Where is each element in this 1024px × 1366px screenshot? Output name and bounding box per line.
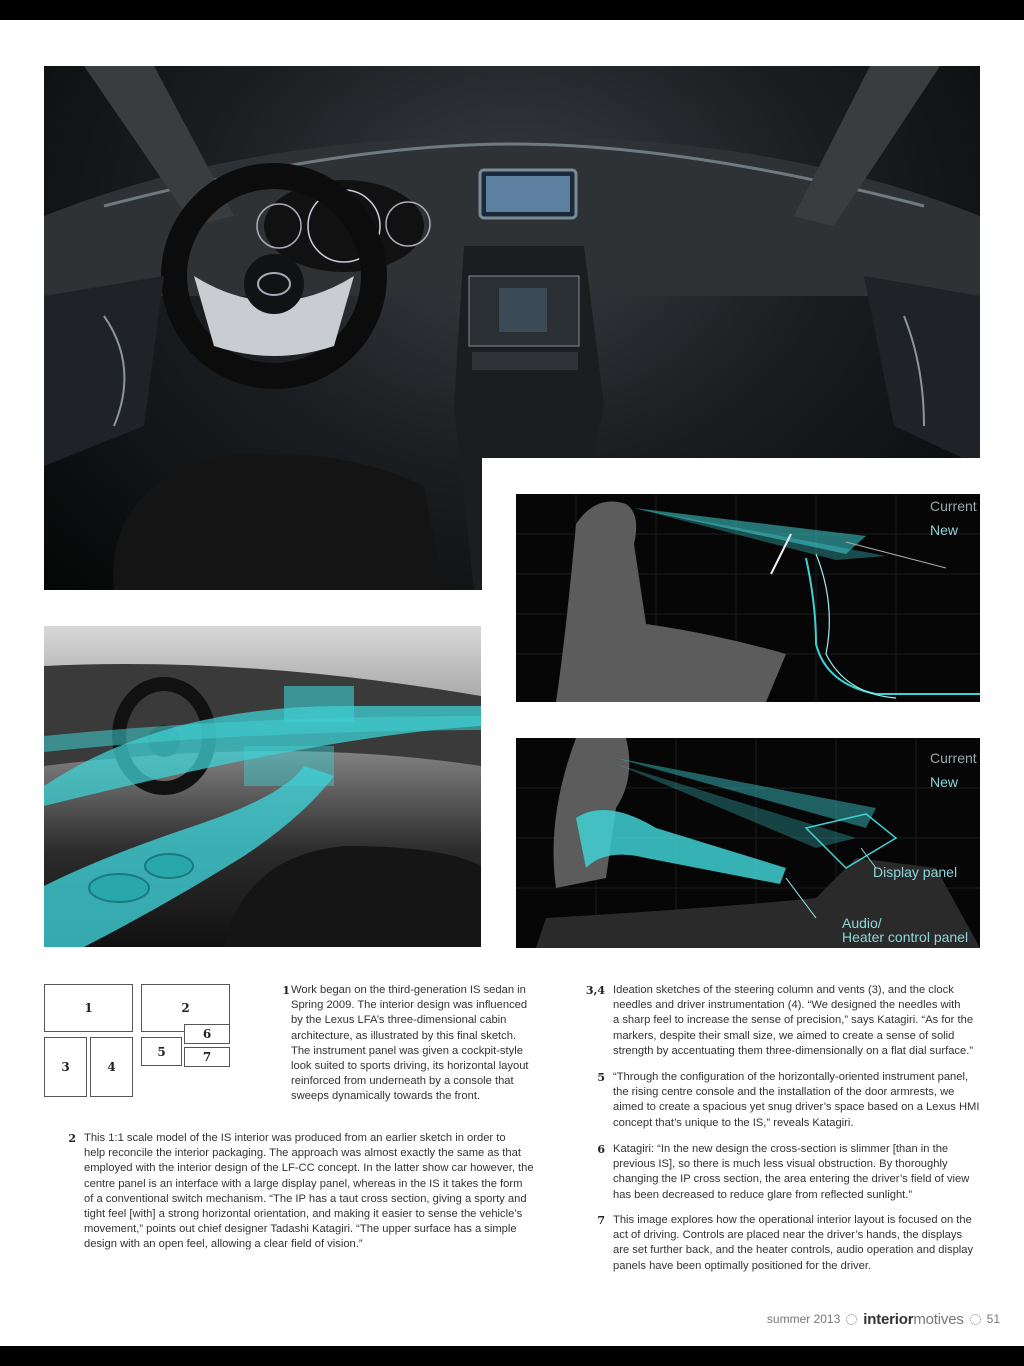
caption-line: This 1:1 scale model of the IS interior was produced from an earlier sketch in order to [84, 1132, 506, 1144]
caption-line: markers, despite their small size, we aimed to create a sense of solid [613, 1029, 955, 1042]
caption-line: concept that’s unique to the IS,” reveals Katagiri. [613, 1116, 854, 1129]
caption-7 [581, 1213, 991, 1277]
caption-3-4 [581, 983, 991, 1063]
caption-line: help reconcile the interior packaging. The approach was almost exactly the same as that [84, 1147, 521, 1160]
caption-6 [581, 1142, 991, 1206]
caption-3-4-text [613, 983, 991, 1059]
legend-box-4: 4 [90, 1037, 133, 1097]
caption-line: of a conventional switch mechanism. “The IP has a taut cross section, giving a sporty and [84, 1192, 527, 1205]
legend-box-6: 6 [184, 1024, 230, 1044]
caption-line: centre panel is an interface with a large display panel, whereas in the IS it takes the form [84, 1177, 523, 1190]
legend-box-7: 7 [184, 1047, 230, 1067]
caption-5 [581, 1070, 991, 1134]
legend-box-3: 3 [44, 1037, 87, 1097]
caption-5-text [613, 1070, 991, 1131]
diagram-sightline [516, 494, 980, 702]
caption-line: The instrument panel was given a cockpit-style [291, 1044, 523, 1057]
sketch-interior-cyan [44, 626, 481, 947]
caption-line: strength by accentuating them three-dimensionally on a flat dial surface.” [613, 1044, 974, 1057]
footer-brand-bold: interior [863, 1310, 914, 1328]
caption-line: changing the IP cross section, the area entering the driver’s field of view [613, 1173, 970, 1186]
dotted-circle-icon [846, 1314, 857, 1325]
label-current: Current [930, 498, 977, 514]
caption-2-text [84, 1131, 546, 1253]
label-current: Current [930, 750, 977, 766]
caption-line: panels have been optimally positioned for the driver. [613, 1259, 872, 1272]
caption-2 [58, 1131, 548, 1256]
footer-brand-light: motives [913, 1310, 964, 1328]
caption-line: the rising centre console and the installation of the door armrests, we [613, 1086, 955, 1099]
label-display-panel: Display panel [873, 864, 958, 880]
caption-3-4-number: 3,4 [585, 984, 605, 997]
diagram-ergonomics [516, 738, 980, 948]
caption-line: architecture, as illustrated by this final sketch. [291, 1029, 517, 1042]
caption-1 [266, 983, 546, 1108]
caption-line: reinforced from underneath by a console that [291, 1075, 514, 1088]
caption-line: This image explores how the operational interior layout is focused on the [613, 1214, 972, 1226]
caption-1-number: 1 [282, 984, 290, 997]
caption-line: employed with the interior design of the LF-CC concept. In the latter show car however, the [84, 1162, 534, 1175]
footer-brand [863, 1311, 963, 1328]
caption-7-number: 7 [597, 1214, 605, 1227]
legend-box-5: 5 [141, 1037, 182, 1066]
footer-page-number: 51 [986, 1312, 1000, 1326]
caption-line: Spring 2009. The interior design was influenced [291, 999, 528, 1012]
caption-line: Ideation sketches of the steering column and vents (3), and the clock [613, 984, 954, 996]
legend-box-2: 2 [141, 984, 230, 1032]
caption-line: tight feel [with] a strong horizontal orientation, and making it easier to sense the vehicle’s [84, 1208, 523, 1221]
caption-line: Work began on the third-generation IS sedan in [291, 984, 526, 996]
top-border [0, 0, 1024, 20]
label-new: New [930, 522, 959, 538]
caption-line: has been decreased to reduce glare from reflected sunlight.” [613, 1188, 913, 1201]
caption-line: look suited to sports driving, its horizontal layout [291, 1060, 529, 1073]
label-audio-heater-line2: Heater control panel [842, 929, 969, 945]
caption-6-text [613, 1142, 991, 1203]
label-audio-heater [842, 916, 968, 944]
caption-line: Katagiri: “In the new design the cross-section is slimmer [than in the [613, 1143, 949, 1155]
caption-line: movement,” points out chief designer Tadashi Katagiri. “The upper surface has a simple [84, 1223, 517, 1236]
caption-1-text [291, 983, 551, 1105]
caption-2-number: 2 [68, 1132, 76, 1145]
caption-line: a sharp feel to increase the sense of precision,” says Katagiri. “As for the [613, 1014, 974, 1027]
sketch-drawing [44, 626, 481, 947]
caption-5-number: 5 [597, 1071, 605, 1084]
page-footer [700, 1310, 1000, 1328]
bottom-border [0, 1346, 1024, 1366]
caption-line: design with an open feel, allowing a clear field of vision.” [84, 1238, 363, 1251]
caption-line: needles and driver instrumentation (4). “We designed the needles with [613, 999, 961, 1012]
sightline-drawing [516, 494, 980, 702]
caption-line: aimed to create a spacious yet snug driver’s space based on a Lexus HMI [613, 1101, 980, 1114]
footer-season: summer 2013 [766, 1312, 841, 1326]
caption-7-text [613, 1213, 991, 1274]
caption-6-number: 6 [597, 1143, 605, 1156]
label-new: New [930, 774, 959, 790]
dotted-circle-icon [970, 1314, 981, 1325]
caption-line: by the Lexus LFA’s three-dimensional cabin [291, 1014, 507, 1027]
legend-box-1: 1 [44, 984, 133, 1032]
caption-line: “Through the configuration of the horizontally-oriented instrument panel, [613, 1071, 969, 1083]
caption-line: previous IS], so there is much less visual obstruction. By thoroughly [613, 1158, 948, 1171]
caption-line: sweeps dynamically towards the front. [291, 1090, 481, 1103]
caption-line: are set further back, and the heater controls, audio operation and display [613, 1244, 974, 1257]
label-audio-heater-line1: Audio/ [842, 915, 882, 931]
caption-line: act of driving. Controls are placed near the driver’s hands, the displays [613, 1229, 963, 1242]
